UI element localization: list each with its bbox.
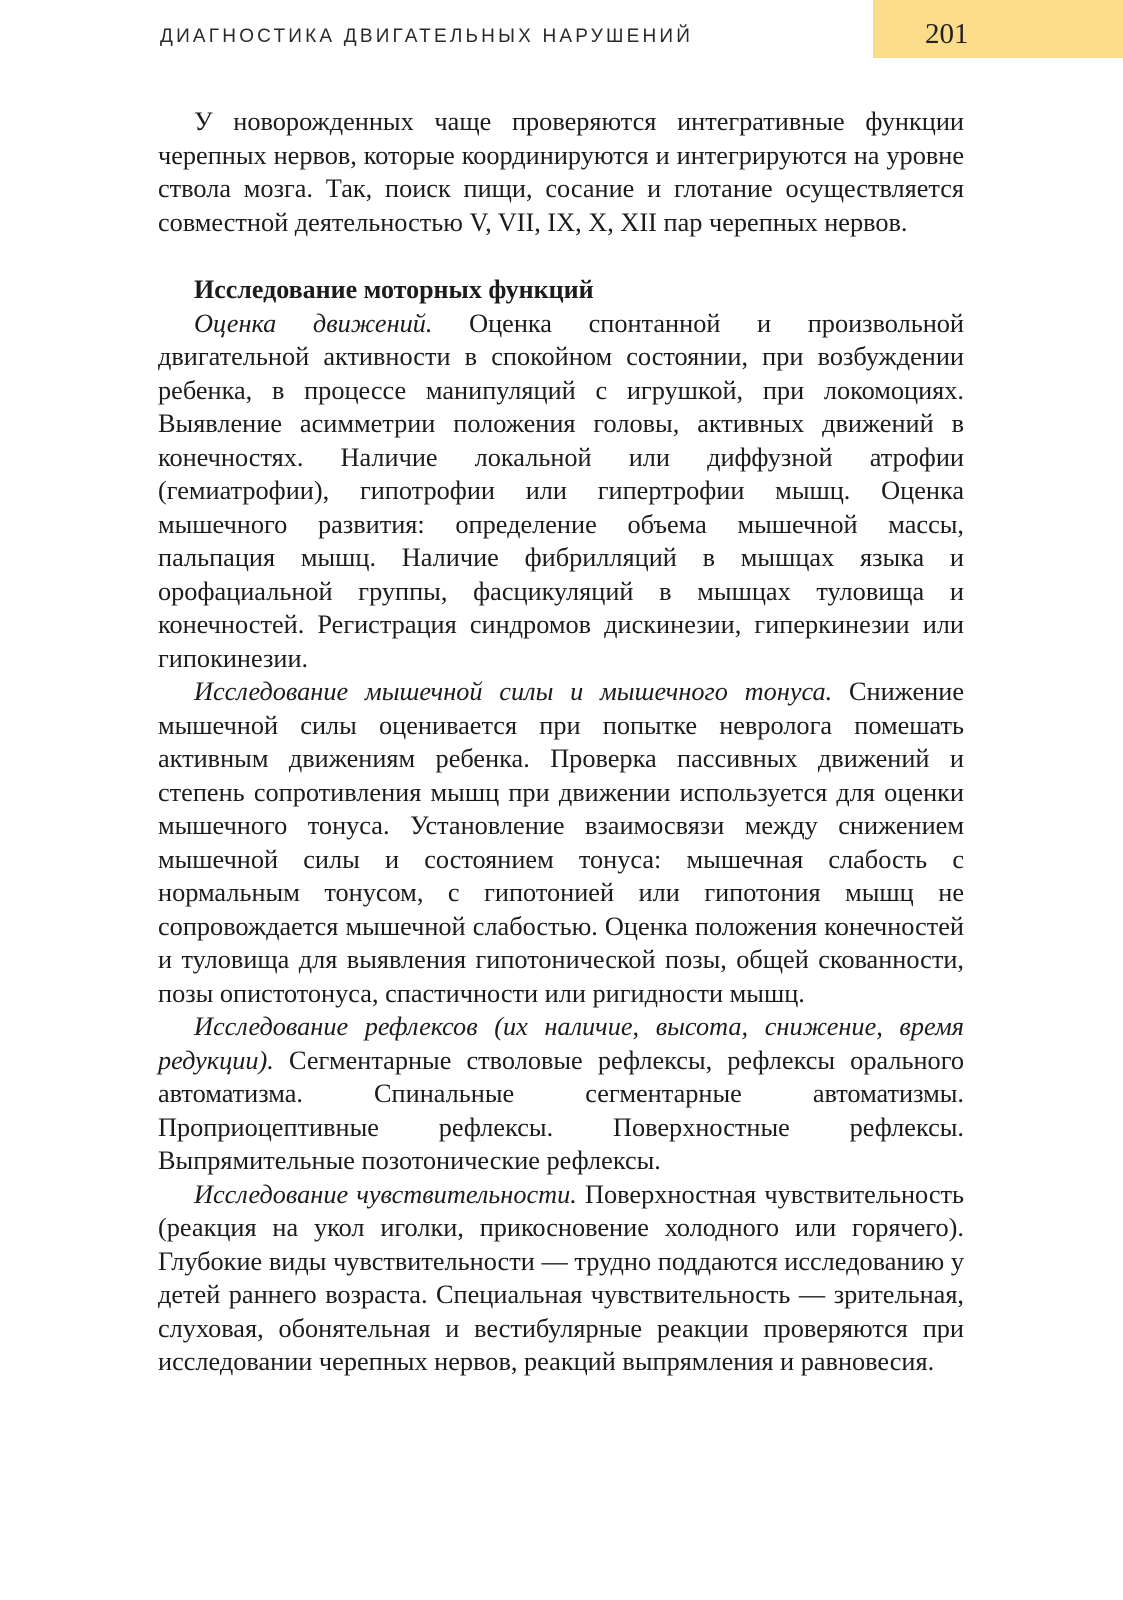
page-body	[158, 105, 964, 1379]
intro-paragraph: У новорожденных чаще проверяются интегративные функции черепных нервов, которые координируются и интегрируются на уровне ствола мозга. Так, поиск пищи, сосание и глотание осуществляется совместной деятельностью V, VII, IX, X, XII пар черепных нервов.	[158, 107, 964, 237]
page-number: 201	[925, 18, 969, 50]
paragraph-text: Поверхностная чувствительность (реакция на укол иголки, прикосновение холодного или горячего). Глубокие виды чувствительности — трудно поддаются исследованию у детей раннего возраста. Специальная чувствительность — зрительная, слуховая, обонятельная и вестибулярные реакции проверяются при исследовании черепных нервов, реакций выпрямления и равновесия.	[158, 1179, 964, 1376]
running-head-title: ДИАГНОСТИКА ДВИГАТЕЛЬНЫХ НАРУШЕНИЙ	[160, 26, 694, 47]
paragraph-text: Сегментарные стволовые рефлексы, рефлексы орального автоматизма. Спинальные сегментарные автоматизмы. Проприоцептивные рефлексы. Поверхностные рефлексы. Выпрямительные позотонические рефлексы.	[158, 1045, 964, 1175]
paragraph-reflexes	[158, 1010, 964, 1178]
paragraph-text: Оценка спонтанной и произвольной двигательной активности в спокойном состоянии, при возбуждении ребенка, в процессе манипуляций с игрушкой, при локомоциях. Выявление асимметрии положения головы, активных движений в конечностях. Наличие локальной или диффузной атрофии (гемиатрофии), гипотрофии или гипертрофии мышц. Оценка мышечного развития: определение объема мышечной массы, пальпация мышц. Наличие фибрилляций в мышцах языка и орофациальной группы, фасцикуляций в мышцах туловища и конечностей. Регистрация синдромов дискинезии, гиперкинезии или гипокинезии.	[158, 308, 965, 673]
paragraph-lead: Исследование чувствительности.	[194, 1179, 577, 1209]
paragraph-muscle-strength	[158, 675, 964, 1010]
paragraph-movements	[158, 307, 964, 676]
paragraph-lead: Исследование рефлексов (их наличие, высота, снижение, время редукции).	[158, 1012, 964, 1075]
section-heading: Исследование моторных функций	[194, 275, 594, 304]
paragraph-text: Снижение мышечной силы оценивается при попытке невролога помешать активным движениям ребенка. Проверка пассивных движений и степень сопротивления мышц при движении используется для оценки мышечного тонуса. Установление взаимосвязи между снижением мышечной силы и состоянием тонуса: мышечная слабость с нормальным тонусом, с гипотонией или гипотония мышц не сопровождается мышечной слабостью. Оценка положения конечностей и туловища для выявления гипотонической позы, общей скованности, позы опистотонуса, спастичности или ригидности мышц.	[158, 677, 964, 1008]
paragraph-sensitivity	[158, 1178, 964, 1379]
paragraph-lead: Оценка движений.	[194, 308, 433, 338]
page-number-tab	[873, 0, 1123, 58]
paragraph-lead: Исследование мышечной силы и мышечного тонуса.	[194, 677, 833, 706]
